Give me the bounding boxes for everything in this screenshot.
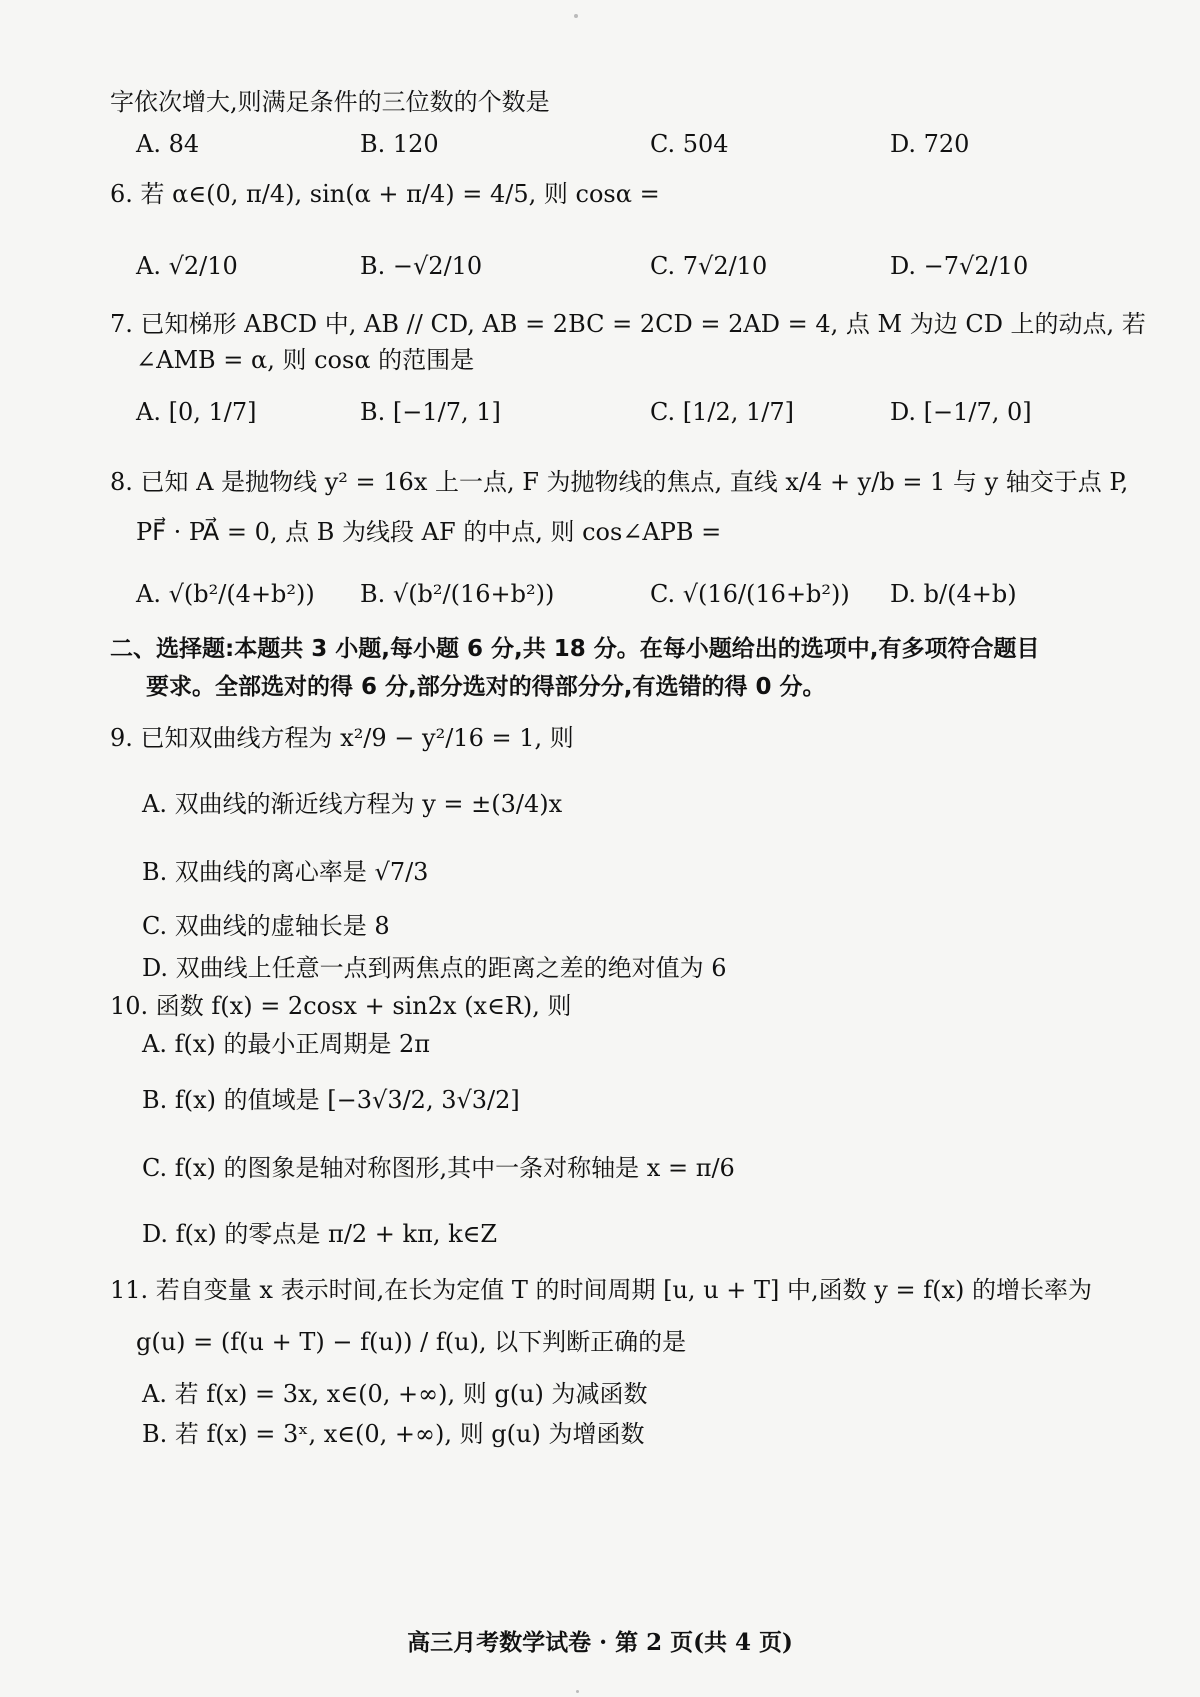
scan-speck [576,1690,579,1693]
q6-option-a: A. √2/10 [136,252,238,280]
q6-option-c: C. 7√2/10 [650,252,768,280]
question-11-stem-line1: 11. 若自变量 x 表示时间,在长为定值 T 的时间周期 [u, u + T] 中,函数 y = f(x) 的增长率为 [110,1276,1092,1304]
q9-option-d: D. 双曲线上任意一点到两焦点的距离之差的绝对值为 6 [142,954,727,982]
page-footer: 高三月考数学试卷 · 第 2 页(共 4 页) [407,1629,793,1656]
question-11-stem-line2: g(u) = (f(u + T) − f(u)) / f(u), 以下判断正确的是 [136,1328,687,1356]
q9-option-c: C. 双曲线的虚轴长是 8 [142,912,390,940]
question-8-stem-line2: PF⃗ · PA⃗ = 0, 点 B 为线段 AF 的中点, 则 cos∠APB = [136,518,722,546]
question-8-stem-line1: 8. 已知 A 是抛物线 y² = 16x 上一点, F 为抛物线的焦点, 直线 x/4 + y/b = 1 与 y 轴交于点 P, [110,468,1129,496]
q10-option-d: D. f(x) 的零点是 π/2 + kπ, k∈Z [142,1220,498,1248]
q6-option-d: D. −7√2/10 [890,252,1029,280]
q10-option-c: C. f(x) 的图象是轴对称图形,其中一条对称轴是 x = π/6 [142,1154,735,1182]
q9-option-b: B. 双曲线的离心率是 √7/3 [142,858,429,886]
q10-option-b: B. f(x) 的值域是 [−3√3/2, 3√3/2] [142,1086,520,1114]
scan-speck [574,14,578,18]
question-7-stem-line2: ∠AMB = α, 则 cosα 的范围是 [136,346,475,374]
q9-option-a: A. 双曲线的渐近线方程为 y = ±(3/4)x [142,790,563,818]
q6-option-b: B. −√2/10 [360,252,483,280]
q7-option-d: D. [−1/7, 0] [890,398,1032,426]
q8-option-c: C. √(16/(16+b²)) [650,580,850,608]
q7-option-a: A. [0, 1/7] [136,398,257,426]
q8-option-b: B. √(b²/(16+b²)) [360,580,555,608]
q10-option-a: A. f(x) 的最小正周期是 2π [142,1030,431,1058]
q11-option-b: B. 若 f(x) = 3ˣ, x∈(0, +∞), 则 g(u) 为增函数 [142,1420,645,1448]
q7-option-b: B. [−1/7, 1] [360,398,501,426]
q5-option-d: D. 720 [890,130,970,158]
section-2-instructions-line1: 二、选择题:本题共 3 小题,每小题 6 分,共 18 分。在每小题给出的选项中,有多项符合题目 [110,636,1040,662]
q8-option-d: D. b/(4+b) [890,580,1017,608]
question-10-stem: 10. 函数 f(x) = 2cosx + sin2x (x∈R), 则 [110,992,572,1020]
q8-option-a: A. √(b²/(4+b²)) [136,580,315,608]
q11-option-a: A. 若 f(x) = 3x, x∈(0, +∞), 则 g(u) 为减函数 [142,1380,648,1408]
q5-option-c: C. 504 [650,130,729,158]
question-7-stem-line1: 7. 已知梯形 ABCD 中, AB // CD, AB = 2BC = 2CD = 2AD = 4, 点 M 为边 CD 上的动点, 若 [110,310,1146,338]
question-9-stem: 9. 已知双曲线方程为 x²/9 − y²/16 = 1, 则 [110,724,574,752]
q7-option-c: C. [1/2, 1/7] [650,398,794,426]
q5-option-b: B. 120 [360,130,439,158]
question-5-stem-tail: 字依次增大,则满足条件的三位数的个数是 [110,88,550,116]
q5-option-a: A. 84 [136,130,200,158]
section-2-instructions-line2: 要求。全部选对的得 6 分,部分选对的得部分分,有选错的得 0 分。 [146,674,826,700]
question-6-stem: 6. 若 α∈(0, π/4), sin(α + π/4) = 4/5, 则 cosα = [110,180,660,208]
